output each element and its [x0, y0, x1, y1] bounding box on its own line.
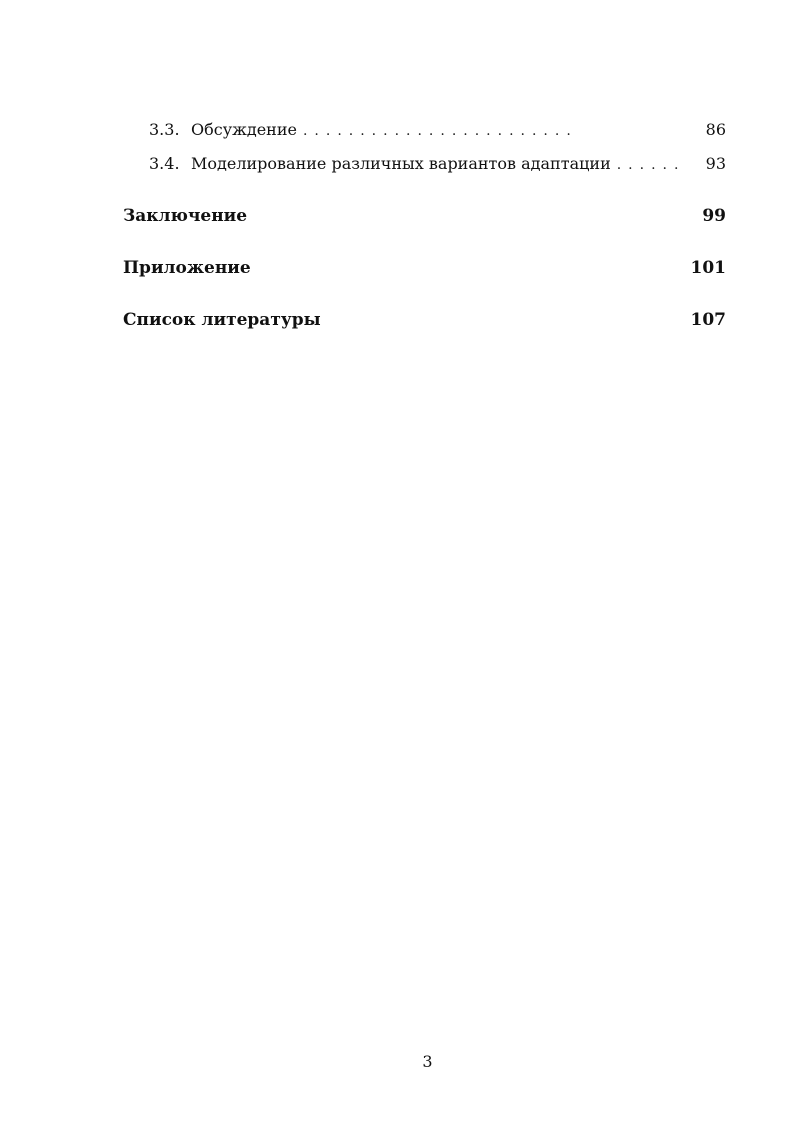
toc-section-number: 3.4. [149, 154, 180, 173]
toc-page-number: 86 [705, 120, 726, 139]
toc-dot-leader: ........................ [302, 123, 578, 139]
toc-chapter-title: Список литературы [123, 310, 321, 330]
toc-entry-bibliography[interactable] [123, 310, 726, 330]
toc-dot-leader: ...... [616, 157, 686, 173]
toc-page-number: 107 [690, 310, 726, 330]
toc-section-number: 3.3. [149, 120, 180, 139]
toc-chapter-title: Приложение [123, 258, 251, 278]
toc-entry-appendix[interactable] [123, 258, 726, 278]
toc-page-number: 93 [705, 154, 726, 173]
toc-entry-conclusion[interactable] [123, 206, 726, 226]
toc-page-number: 99 [702, 206, 726, 226]
toc-entry-section-3-4[interactable] [149, 154, 726, 173]
toc-entry-section-3-3[interactable] [149, 120, 726, 139]
toc-chapter-title: Заключение [123, 206, 248, 226]
toc-page-number: 101 [690, 258, 726, 278]
page-number-footer: 3 [422, 1052, 433, 1071]
toc-section-title: Обсуждение [191, 120, 297, 139]
toc-section-title: Моделирование различных вариантов адаптации [191, 154, 611, 173]
